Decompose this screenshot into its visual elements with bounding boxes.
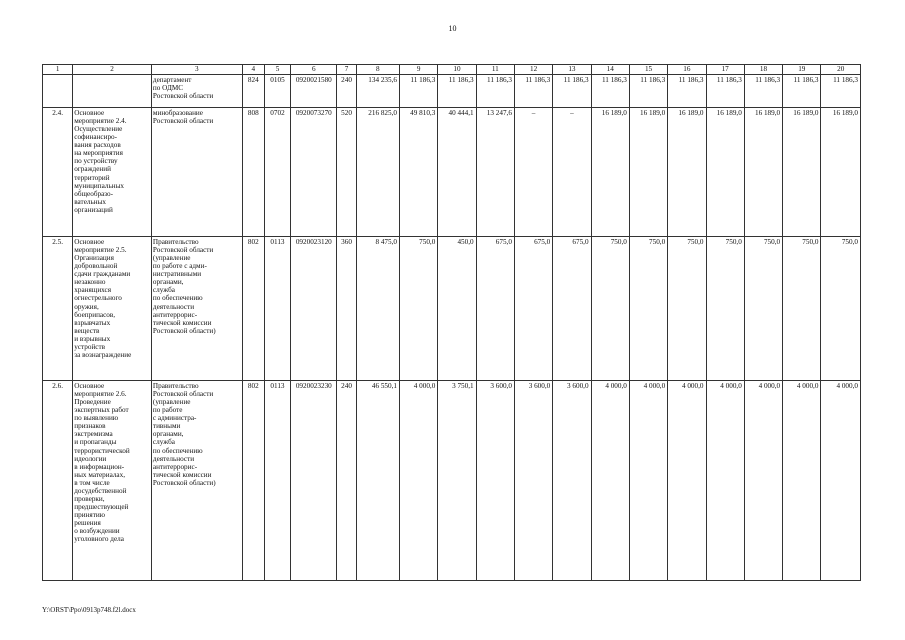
column-header: 10 xyxy=(438,65,476,75)
item-number-cell: 2.4. xyxy=(43,108,73,237)
grbs-code-cell: 802 xyxy=(242,381,264,581)
footer-path: Y:\ORST\Ppo\0913p748.f2l.docx xyxy=(42,606,136,614)
budget-table xyxy=(42,64,861,581)
year-amount-cell: 675,0 xyxy=(553,237,591,381)
measure-name-cell: Основное мероприятие 2.4. Осуществление софинансиро- вания расходов на мероприятия по устройству ограждений территорий муниципальных общеобразо- вательных организаций xyxy=(73,108,152,237)
section-code-cell: 0113 xyxy=(264,237,290,381)
item-number-cell xyxy=(43,75,73,108)
expense-type-cell: 360 xyxy=(337,237,356,381)
page-number: 10 xyxy=(448,24,457,33)
column-header: 9 xyxy=(400,65,438,75)
year-amount-cell: 13 247,6 xyxy=(476,108,514,237)
column-header: 18 xyxy=(744,65,782,75)
column-header: 19 xyxy=(783,65,821,75)
year-amount-cell: 4 000,0 xyxy=(706,381,744,581)
table-header xyxy=(43,65,861,75)
column-header: 16 xyxy=(668,65,706,75)
year-amount-cell: 16 189,0 xyxy=(744,108,782,237)
year-amount-cell: 4 000,0 xyxy=(668,381,706,581)
year-amount-cell: 11 186,3 xyxy=(514,75,552,108)
year-amount-cell: 3 600,0 xyxy=(553,381,591,581)
executor-cell: Правительство Ростовской области (управление по работе с администра- тивными органами, служба по обеспечению деятельности антитеррорис- тической комиссии Ростовской области) xyxy=(151,381,242,581)
section-code-cell: 0702 xyxy=(264,108,290,237)
item-number-cell: 2.5. xyxy=(43,237,73,381)
column-header: 11 xyxy=(476,65,514,75)
total-amount-cell: 8 475,0 xyxy=(356,237,399,381)
header-row xyxy=(43,65,861,75)
expense-type-cell: 240 xyxy=(337,381,356,581)
column-header: 3 xyxy=(151,65,242,75)
year-amount-cell: 4 000,0 xyxy=(629,381,667,581)
grbs-code-cell: 808 xyxy=(242,108,264,237)
executor-cell: департамент по ОДМС Ростовской области xyxy=(151,75,242,108)
column-header: 4 xyxy=(242,65,264,75)
column-header: 8 xyxy=(356,65,399,75)
year-amount-cell: 16 189,0 xyxy=(591,108,629,237)
year-amount-cell: 11 186,3 xyxy=(629,75,667,108)
year-amount-cell: 675,0 xyxy=(514,237,552,381)
year-amount-cell: 750,0 xyxy=(629,237,667,381)
table-row xyxy=(43,237,861,381)
target-article-cell: 0920073270 xyxy=(291,108,337,237)
executor-cell: Правительство Ростовской области (управление по работе с адми- нистративными органами, служба по обеспечению деятельности антитеррорис- тической комиссии Ростовской области) xyxy=(151,237,242,381)
executor-cell: минобразование Ростовской области xyxy=(151,108,242,237)
year-amount-cell: 3 600,0 xyxy=(514,381,552,581)
year-amount-cell: 750,0 xyxy=(706,237,744,381)
target-article-cell: 0920023230 xyxy=(291,381,337,581)
year-amount-cell: 4 000,0 xyxy=(591,381,629,581)
column-header: 13 xyxy=(553,65,591,75)
year-amount-cell: 16 189,0 xyxy=(668,108,706,237)
section-code-cell: 0113 xyxy=(264,381,290,581)
year-amount-cell: 11 186,3 xyxy=(668,75,706,108)
table-row xyxy=(43,108,861,237)
column-header: 2 xyxy=(73,65,152,75)
year-amount-cell: 750,0 xyxy=(668,237,706,381)
expense-type-cell: 520 xyxy=(337,108,356,237)
column-header: 15 xyxy=(629,65,667,75)
column-header: 7 xyxy=(337,65,356,75)
grbs-code-cell: 824 xyxy=(242,75,264,108)
year-amount-cell: 16 189,0 xyxy=(821,108,861,237)
year-amount-cell: 16 189,0 xyxy=(783,108,821,237)
column-header: 14 xyxy=(591,65,629,75)
year-amount-cell: 3 600,0 xyxy=(476,381,514,581)
year-amount-cell: 16 189,0 xyxy=(706,108,744,237)
item-number-cell: 2.6. xyxy=(43,381,73,581)
measure-name-cell: Основное мероприятие 2.6. Проведение экспертных работ по выявлению признаков экстремизма и пропаганды террористической идеологии в информацион- ных материалах, в том числе досудебственной проверки, предшествующей принятию решения о возбуждении уголовного дела xyxy=(73,381,152,581)
year-amount-cell: 11 186,3 xyxy=(476,75,514,108)
year-amount-cell: 4 000,0 xyxy=(744,381,782,581)
year-amount-cell: 11 186,3 xyxy=(706,75,744,108)
column-header: 5 xyxy=(264,65,290,75)
grbs-code-cell: 802 xyxy=(242,237,264,381)
year-amount-cell: 3 750,1 xyxy=(438,381,476,581)
year-amount-cell: 16 189,0 xyxy=(629,108,667,237)
section-code-cell: 0105 xyxy=(264,75,290,108)
year-amount-cell: 450,0 xyxy=(438,237,476,381)
year-amount-cell: 4 000,0 xyxy=(783,381,821,581)
year-amount-cell: 11 186,3 xyxy=(744,75,782,108)
year-amount-cell: – xyxy=(553,108,591,237)
total-amount-cell: 46 550,1 xyxy=(356,381,399,581)
year-amount-cell: 11 186,3 xyxy=(553,75,591,108)
year-amount-cell: 11 186,3 xyxy=(438,75,476,108)
year-amount-cell: 750,0 xyxy=(400,237,438,381)
year-amount-cell: 11 186,3 xyxy=(591,75,629,108)
year-amount-cell: – xyxy=(514,108,552,237)
year-amount-cell: 11 186,3 xyxy=(783,75,821,108)
column-header: 6 xyxy=(291,65,337,75)
year-amount-cell: 40 444,1 xyxy=(438,108,476,237)
table-body xyxy=(43,75,861,581)
column-header: 12 xyxy=(514,65,552,75)
table-row xyxy=(43,381,861,581)
year-amount-cell: 750,0 xyxy=(783,237,821,381)
total-amount-cell: 216 825,0 xyxy=(356,108,399,237)
column-header: 20 xyxy=(821,65,861,75)
measure-name-cell xyxy=(73,75,152,108)
expense-type-cell: 240 xyxy=(337,75,356,108)
year-amount-cell: 750,0 xyxy=(821,237,861,381)
target-article-cell: 0920021580 xyxy=(291,75,337,108)
table-row xyxy=(43,75,861,108)
measure-name-cell: Основное мероприятие 2.5. Организация добровольной сдачи гражданами незаконно хранящихся огнестрельного оружия, боеприпасов, взрывчатых веществ и взрывных устройств за вознаграждение xyxy=(73,237,152,381)
year-amount-cell: 11 186,3 xyxy=(821,75,861,108)
year-amount-cell: 49 810,3 xyxy=(400,108,438,237)
target-article-cell: 0920023120 xyxy=(291,237,337,381)
year-amount-cell: 675,0 xyxy=(476,237,514,381)
year-amount-cell: 750,0 xyxy=(744,237,782,381)
column-header: 17 xyxy=(706,65,744,75)
year-amount-cell: 11 186,3 xyxy=(400,75,438,108)
year-amount-cell: 4 000,0 xyxy=(400,381,438,581)
year-amount-cell: 4 000,0 xyxy=(821,381,861,581)
column-header: 1 xyxy=(43,65,73,75)
total-amount-cell: 134 235,6 xyxy=(356,75,399,108)
year-amount-cell: 750,0 xyxy=(591,237,629,381)
